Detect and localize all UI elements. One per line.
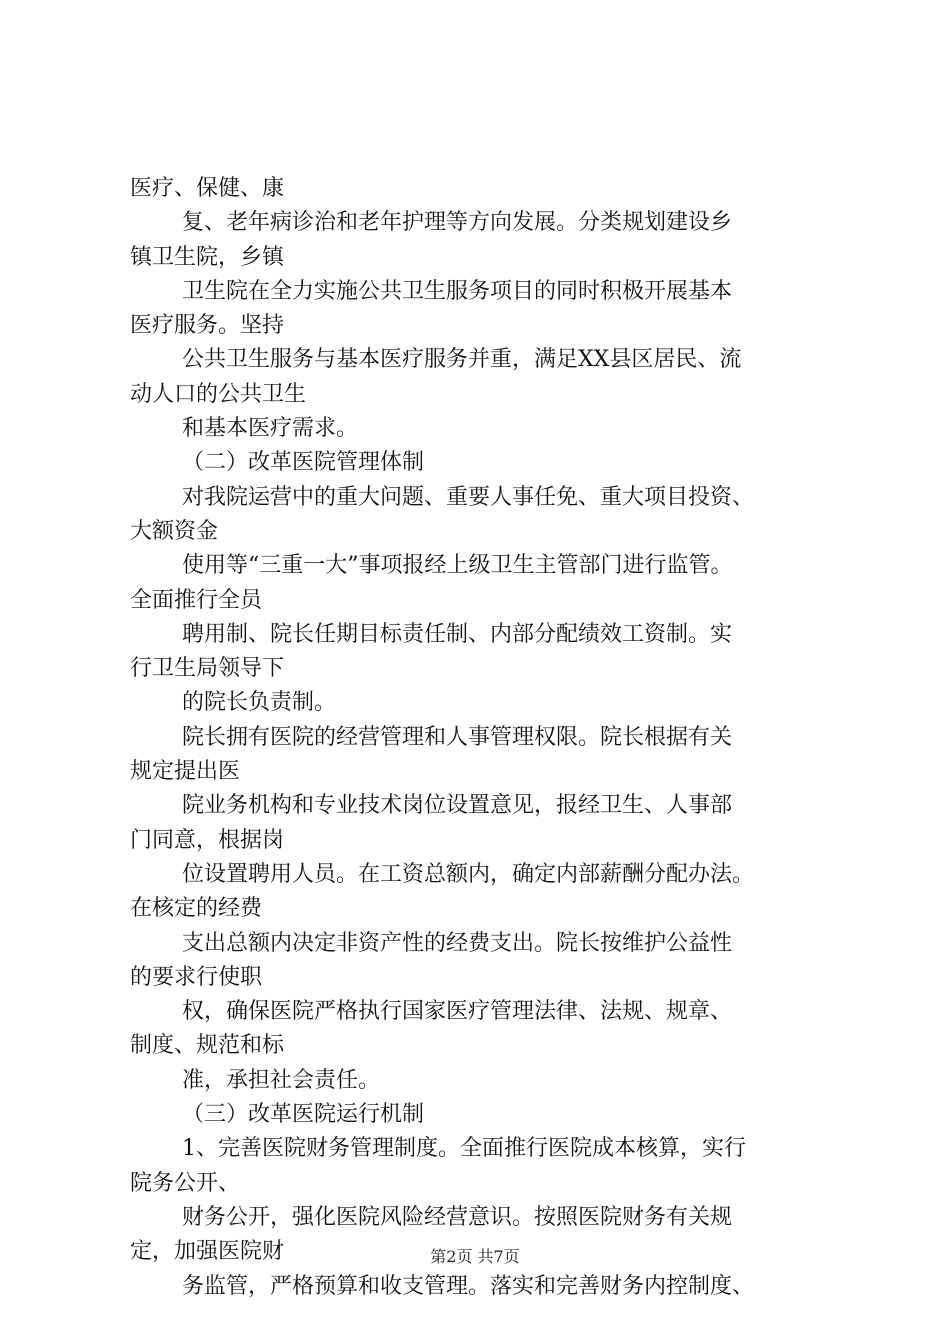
text-line: 的要求行使职 (130, 964, 263, 990)
text-line: 支出总额内决定非资产性的经费支出。院长按维护公益性 (182, 930, 733, 956)
text-line: 行卫生局领导下 (130, 656, 285, 682)
text-line: 规定提出医 (130, 759, 241, 785)
text-line: 门同意，根据岗 (130, 827, 285, 853)
text-line: 动人口的公共卫生 (130, 381, 307, 407)
text-line: 公共卫生服务与基本医疗服务并重，满足XX县区居民、流 (182, 347, 742, 373)
text-line: 对我院运营中的重大问题、重要人事任免、重大项目投资、 (182, 484, 755, 510)
text-line: 大额资金 (130, 518, 219, 544)
text-line: 聘用制、院长任期目标责任制、内部分配绩效工资制。实 (182, 621, 733, 647)
text-line: 财务公开，强化医院风险经营意识。按照医院财务有关规 (182, 1204, 733, 1230)
text-line: 院长拥有医院的经营管理和人事管理权限。院长根据有关 (182, 724, 733, 750)
text-line: 使用等“三重一大”事项报经上级卫生主管部门进行监管。 (182, 553, 733, 579)
text-line: 定，加强医院财 (130, 1239, 285, 1265)
text-line: 的院长负责制。 (182, 690, 337, 716)
text-line: 制度、规范和标 (130, 1033, 285, 1059)
text-line: （三）改革医院运行机制 (182, 1102, 425, 1128)
text-line: 位设置聘用人员。在工资总额内，确定内部薪酬分配办法。 (182, 861, 755, 887)
text-line: 务监管，严格预算和收支管理。落实和完善财务内控制度、 (182, 1273, 755, 1299)
text-line: 院务公开、 (130, 1170, 241, 1196)
text-line: 在核定的经费 (130, 896, 263, 922)
text-line: 院业务机构和专业技术岗位设置意见，报经卫生、人事部 (182, 793, 733, 819)
text-line: 镇卫生院，乡镇 (130, 244, 285, 270)
text-line: 权，确保医院严格执行国家医疗管理法律、法规、规章、 (182, 999, 733, 1025)
document-body (130, 172, 850, 1304)
text-line: 1、完善医院财务管理制度。全面推行医院成本核算，实行 (182, 1136, 746, 1162)
page-footer: 第2页 共7页 (430, 1247, 520, 1266)
text-line: 和基本医疗需求。 (182, 416, 359, 442)
text-line: 全面推行全员 (130, 587, 263, 613)
text-line: 复、老年病诊治和老年护理等方向发展。分类规划建设乡 (182, 210, 733, 236)
text-line: 医疗服务。坚持 (130, 313, 285, 339)
text-line: （二）改革医院管理体制 (182, 450, 425, 476)
text-line: 准，承担社会责任。 (182, 1067, 381, 1093)
text-line: 医疗、保健、康 (130, 176, 285, 201)
text-line: 卫生院在全力实施公共卫生服务项目的同时积极开展基本 (182, 278, 733, 304)
